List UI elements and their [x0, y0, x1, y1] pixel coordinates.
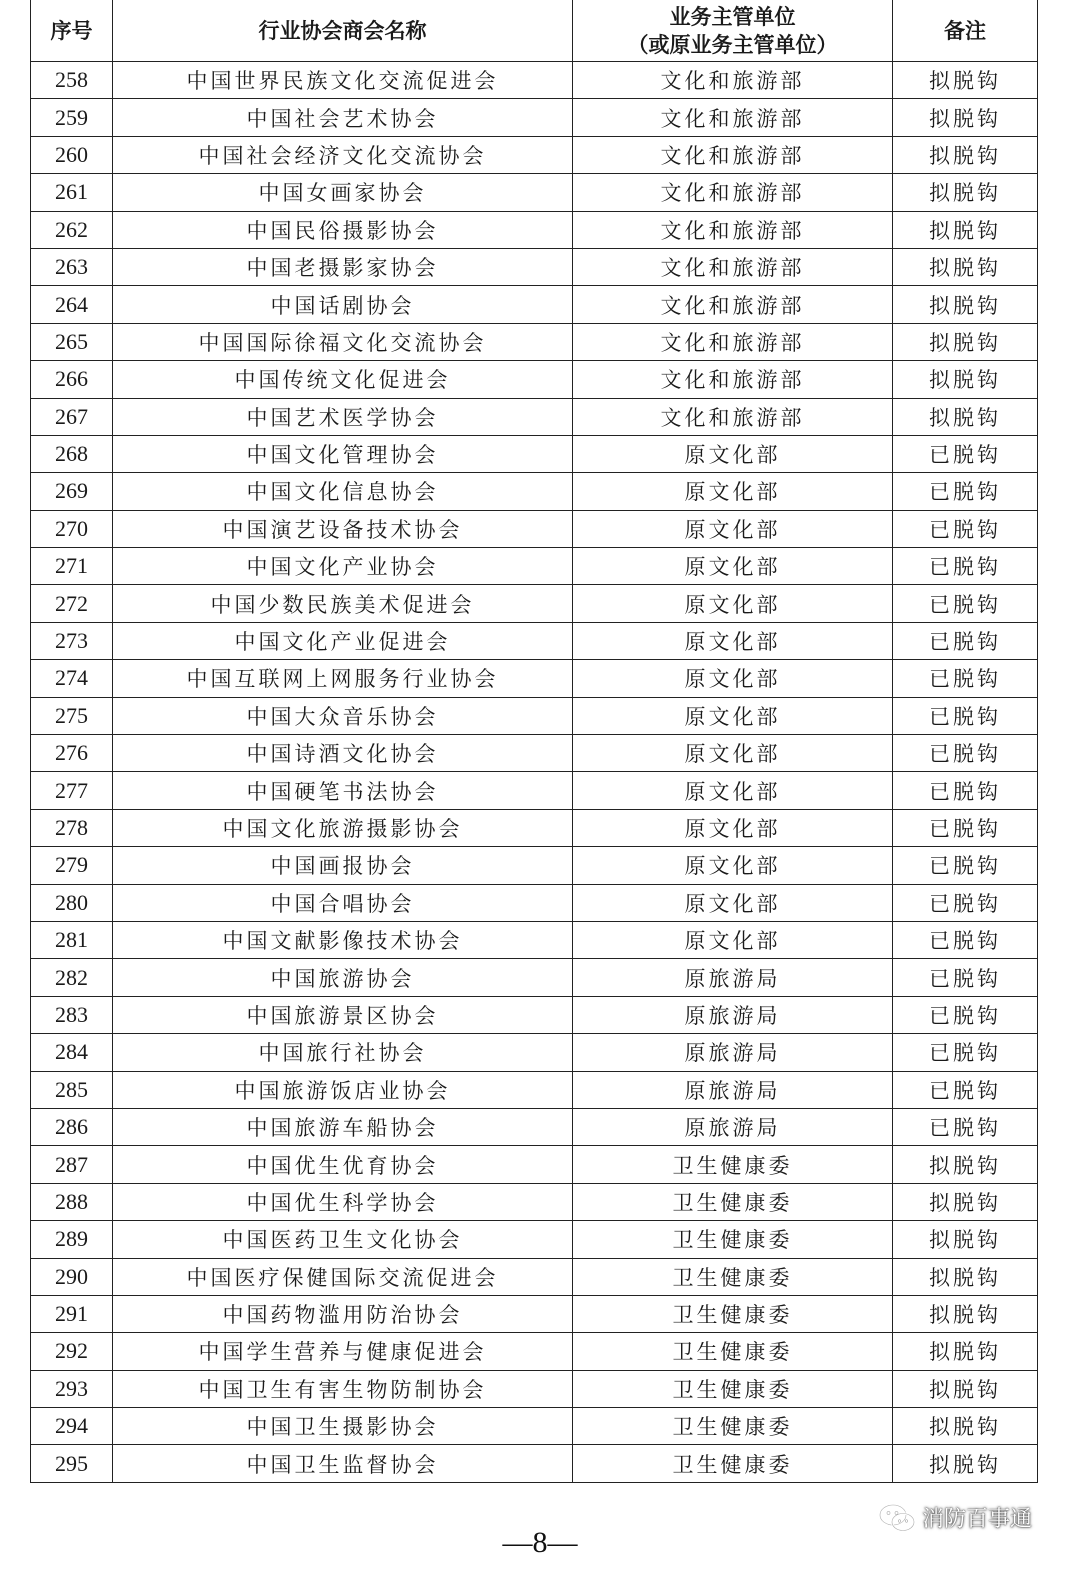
cell-unit: 原旅游局 [573, 1108, 893, 1145]
cell-name: 中国少数民族美术促进会 [113, 585, 573, 622]
cell-name: 中国药物滥用防治协会 [113, 1295, 573, 1332]
cell-note: 拟脱钩 [893, 1146, 1038, 1183]
cell-num: 295 [31, 1445, 113, 1482]
table-row [31, 473, 1038, 510]
cell-note: 拟脱钩 [893, 62, 1038, 99]
cell-num: 290 [31, 1258, 113, 1295]
cell-note: 拟脱钩 [893, 99, 1038, 136]
cell-num: 293 [31, 1370, 113, 1407]
cell-note: 已脱钩 [893, 809, 1038, 846]
cell-num: 294 [31, 1408, 113, 1445]
cell-unit: 原文化部 [573, 510, 893, 547]
cell-note: 已脱钩 [893, 473, 1038, 510]
table-row [31, 510, 1038, 547]
cell-name: 中国社会经济文化交流协会 [113, 136, 573, 173]
table-row [31, 211, 1038, 248]
cell-note: 拟脱钩 [893, 1370, 1038, 1407]
cell-note: 已脱钩 [893, 1071, 1038, 1108]
cell-note: 拟脱钩 [893, 1445, 1038, 1482]
cell-num: 269 [31, 473, 113, 510]
cell-unit: 原文化部 [573, 884, 893, 921]
cell-num: 261 [31, 174, 113, 211]
cell-note: 拟脱钩 [893, 1183, 1038, 1220]
cell-name: 中国文化旅游摄影协会 [113, 809, 573, 846]
cell-num: 274 [31, 660, 113, 697]
cell-name: 中国艺术医学协会 [113, 398, 573, 435]
table-row [31, 809, 1038, 846]
cell-note: 已脱钩 [893, 996, 1038, 1033]
cell-unit: 文化和旅游部 [573, 174, 893, 211]
cell-unit: 卫生健康委 [573, 1333, 893, 1370]
cell-unit: 原文化部 [573, 697, 893, 734]
cell-name: 中国文化产业促进会 [113, 622, 573, 659]
header-unit [573, 0, 893, 62]
table-row [31, 1034, 1038, 1071]
cell-unit: 原旅游局 [573, 1071, 893, 1108]
cell-unit: 文化和旅游部 [573, 62, 893, 99]
cell-num: 266 [31, 361, 113, 398]
association-table [30, 0, 1038, 1483]
cell-name: 中国医药卫生文化协会 [113, 1221, 573, 1258]
cell-note: 拟脱钩 [893, 361, 1038, 398]
table-row [31, 398, 1038, 435]
cell-unit: 原旅游局 [573, 1034, 893, 1071]
cell-name: 中国画报协会 [113, 847, 573, 884]
cell-num: 259 [31, 99, 113, 136]
cell-num: 279 [31, 847, 113, 884]
table-row [31, 1146, 1038, 1183]
cell-name: 中国优生优育协会 [113, 1146, 573, 1183]
cell-name: 中国硬笔书法协会 [113, 772, 573, 809]
cell-note: 已脱钩 [893, 921, 1038, 958]
table-row [31, 1183, 1038, 1220]
cell-num: 258 [31, 62, 113, 99]
cell-name: 中国合唱协会 [113, 884, 573, 921]
table-row [31, 1333, 1038, 1370]
cell-unit: 卫生健康委 [573, 1295, 893, 1332]
cell-name: 中国互联网上网服务行业协会 [113, 660, 573, 697]
cell-num: 278 [31, 809, 113, 846]
cell-num: 283 [31, 996, 113, 1033]
cell-num: 275 [31, 697, 113, 734]
cell-unit: 原文化部 [573, 809, 893, 846]
cell-note: 拟脱钩 [893, 323, 1038, 360]
cell-unit: 原文化部 [573, 772, 893, 809]
cell-name: 中国民俗摄影协会 [113, 211, 573, 248]
cell-note: 拟脱钩 [893, 1221, 1038, 1258]
cell-unit: 原文化部 [573, 660, 893, 697]
cell-note: 拟脱钩 [893, 174, 1038, 211]
cell-note: 已脱钩 [893, 1034, 1038, 1071]
cell-num: 272 [31, 585, 113, 622]
cell-name: 中国文化产业协会 [113, 548, 573, 585]
cell-name: 中国卫生监督协会 [113, 1445, 573, 1482]
table-row [31, 1370, 1038, 1407]
table-row [31, 996, 1038, 1033]
cell-unit: 原文化部 [573, 435, 893, 472]
cell-name: 中国话剧协会 [113, 286, 573, 323]
table-row [31, 248, 1038, 285]
cell-num: 292 [31, 1333, 113, 1370]
cell-note: 已脱钩 [893, 585, 1038, 622]
page-number: —8— [502, 1526, 578, 1559]
cell-unit: 卫生健康委 [573, 1221, 893, 1258]
cell-note: 拟脱钩 [893, 136, 1038, 173]
cell-note: 已脱钩 [893, 847, 1038, 884]
cell-name: 中国文献影像技术协会 [113, 921, 573, 958]
cell-unit: 原文化部 [573, 585, 893, 622]
table-row [31, 361, 1038, 398]
cell-num: 281 [31, 921, 113, 958]
cell-unit: 文化和旅游部 [573, 99, 893, 136]
cell-unit: 原文化部 [573, 622, 893, 659]
cell-note: 拟脱钩 [893, 286, 1038, 323]
table-row [31, 1258, 1038, 1295]
cell-name: 中国大众音乐协会 [113, 697, 573, 734]
table-row [31, 959, 1038, 996]
table-header-row [31, 0, 1038, 62]
cell-unit: 文化和旅游部 [573, 211, 893, 248]
cell-name: 中国医疗保健国际交流促进会 [113, 1258, 573, 1295]
cell-name: 中国卫生摄影协会 [113, 1408, 573, 1445]
cell-num: 280 [31, 884, 113, 921]
cell-num: 282 [31, 959, 113, 996]
cell-note: 已脱钩 [893, 772, 1038, 809]
cell-name: 中国世界民族文化交流促进会 [113, 62, 573, 99]
cell-num: 264 [31, 286, 113, 323]
table-row [31, 435, 1038, 472]
cell-note: 已脱钩 [893, 510, 1038, 547]
table-row [31, 136, 1038, 173]
cell-unit: 文化和旅游部 [573, 361, 893, 398]
table-body [31, 62, 1038, 1483]
header-unit-line1: 业务主管单位 [669, 4, 796, 29]
cell-num: 268 [31, 435, 113, 472]
cell-name: 中国卫生有害生物防制协会 [113, 1370, 573, 1407]
table-row [31, 585, 1038, 622]
cell-unit: 卫生健康委 [573, 1258, 893, 1295]
cell-name: 中国诗酒文化协会 [113, 735, 573, 772]
cell-note: 已脱钩 [893, 435, 1038, 472]
cell-unit: 卫生健康委 [573, 1408, 893, 1445]
table-row [31, 660, 1038, 697]
cell-num: 265 [31, 323, 113, 360]
cell-note: 拟脱钩 [893, 248, 1038, 285]
cell-num: 271 [31, 548, 113, 585]
cell-note: 已脱钩 [893, 959, 1038, 996]
cell-num: 260 [31, 136, 113, 173]
cell-unit: 文化和旅游部 [573, 286, 893, 323]
watermark [878, 1502, 1032, 1533]
cell-note: 拟脱钩 [893, 1333, 1038, 1370]
cell-note: 拟脱钩 [893, 1295, 1038, 1332]
cell-name: 中国文化信息协会 [113, 473, 573, 510]
cell-note: 拟脱钩 [893, 1408, 1038, 1445]
table-row [31, 1408, 1038, 1445]
header-num: 序号 [31, 0, 113, 62]
cell-note: 已脱钩 [893, 735, 1038, 772]
cell-note: 已脱钩 [893, 622, 1038, 659]
cell-unit: 文化和旅游部 [573, 136, 893, 173]
cell-note: 已脱钩 [893, 884, 1038, 921]
table-row [31, 1221, 1038, 1258]
cell-name: 中国旅游车船协会 [113, 1108, 573, 1145]
table-row [31, 286, 1038, 323]
cell-unit: 文化和旅游部 [573, 248, 893, 285]
header-unit-line2: （或原业务主管单位） [627, 32, 838, 57]
table-row [31, 62, 1038, 99]
cell-name: 中国演艺设备技术协会 [113, 510, 573, 547]
cell-note: 已脱钩 [893, 1108, 1038, 1145]
cell-note: 已脱钩 [893, 697, 1038, 734]
watermark-text: 消防百事通 [921, 1507, 1032, 1532]
header-note: 备注 [893, 0, 1038, 62]
cell-name: 中国社会艺术协会 [113, 99, 573, 136]
cell-name: 中国优生科学协会 [113, 1183, 573, 1220]
cell-num: 277 [31, 772, 113, 809]
cell-name: 中国文化管理协会 [113, 435, 573, 472]
cell-unit: 卫生健康委 [573, 1146, 893, 1183]
cell-unit: 原文化部 [573, 735, 893, 772]
cell-num: 262 [31, 211, 113, 248]
cell-unit: 卫生健康委 [573, 1370, 893, 1407]
table-row [31, 1108, 1038, 1145]
cell-num: 288 [31, 1183, 113, 1220]
cell-unit: 原旅游局 [573, 996, 893, 1033]
cell-unit: 原旅游局 [573, 959, 893, 996]
cell-note: 已脱钩 [893, 548, 1038, 585]
wechat-icon [878, 1503, 916, 1533]
cell-num: 291 [31, 1295, 113, 1332]
cell-num: 273 [31, 622, 113, 659]
table-row [31, 772, 1038, 809]
table-row [31, 323, 1038, 360]
cell-unit: 卫生健康委 [573, 1445, 893, 1482]
cell-unit: 原文化部 [573, 473, 893, 510]
cell-name: 中国学生营养与健康促进会 [113, 1333, 573, 1370]
cell-num: 285 [31, 1071, 113, 1108]
table-row [31, 99, 1038, 136]
cell-note: 拟脱钩 [893, 211, 1038, 248]
table-row [31, 548, 1038, 585]
cell-num: 289 [31, 1221, 113, 1258]
cell-name: 中国传统文化促进会 [113, 361, 573, 398]
table-row [31, 735, 1038, 772]
cell-name: 中国旅游饭店业协会 [113, 1071, 573, 1108]
cell-num: 270 [31, 510, 113, 547]
cell-num: 267 [31, 398, 113, 435]
cell-name: 中国旅游景区协会 [113, 996, 573, 1033]
table-row [31, 622, 1038, 659]
cell-name: 中国老摄影家协会 [113, 248, 573, 285]
cell-note: 拟脱钩 [893, 398, 1038, 435]
cell-num: 263 [31, 248, 113, 285]
cell-name: 中国女画家协会 [113, 174, 573, 211]
cell-name: 中国旅行社协会 [113, 1034, 573, 1071]
table-row [31, 697, 1038, 734]
cell-unit: 原文化部 [573, 548, 893, 585]
cell-num: 276 [31, 735, 113, 772]
cell-unit: 文化和旅游部 [573, 398, 893, 435]
cell-note: 已脱钩 [893, 660, 1038, 697]
table-row [31, 1445, 1038, 1482]
cell-num: 284 [31, 1034, 113, 1071]
table-row [31, 174, 1038, 211]
table-row [31, 884, 1038, 921]
cell-num: 286 [31, 1108, 113, 1145]
cell-unit: 文化和旅游部 [573, 323, 893, 360]
cell-unit: 原文化部 [573, 921, 893, 958]
table-row [31, 1295, 1038, 1332]
table-row [31, 1071, 1038, 1108]
cell-name: 中国国际徐福文化交流协会 [113, 323, 573, 360]
table-row [31, 847, 1038, 884]
cell-unit: 原文化部 [573, 847, 893, 884]
cell-name: 中国旅游协会 [113, 959, 573, 996]
header-name: 行业协会商会名称 [113, 0, 573, 62]
cell-unit: 卫生健康委 [573, 1183, 893, 1220]
cell-note: 拟脱钩 [893, 1258, 1038, 1295]
table-row [31, 921, 1038, 958]
cell-num: 287 [31, 1146, 113, 1183]
